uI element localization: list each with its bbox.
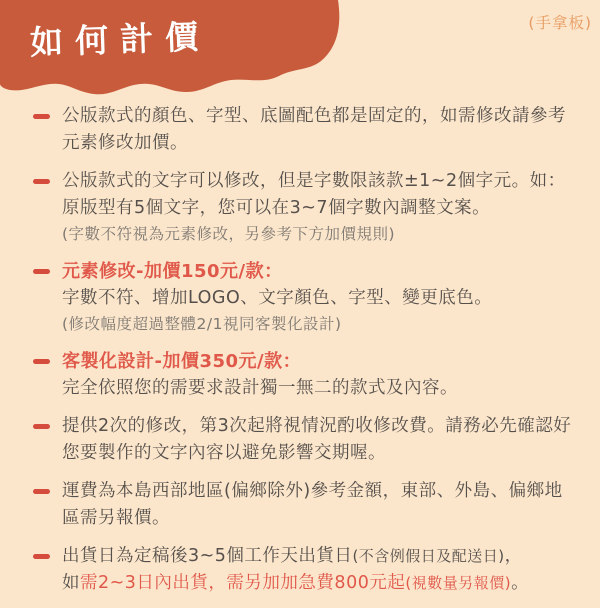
list-item-body	[62, 543, 578, 597]
rush-prefix: 如	[62, 573, 80, 593]
list-item-text: 字數不符、增加LOGO、文字顏色、字型、變更底色。	[62, 288, 493, 308]
page-title: 如何計價	[29, 16, 211, 63]
list-item-body	[62, 168, 578, 247]
bullet-dash-icon	[33, 554, 50, 559]
list-item-text: 公版款式的文字可以修改，但是字數限該款±1~2個字元。如：原版型有5個文字，您可以在3~7個字數內調整文案。	[62, 171, 566, 218]
corner-tag: (手拿板)	[528, 14, 592, 32]
list-item	[33, 478, 578, 532]
shipping-small-note: (不含例假日及配送日)	[352, 547, 505, 565]
price-heading: 客製化設計-加價350元/款：	[62, 351, 302, 372]
shipping-main-text: 出貨日為定稿後3~5個工作天出貨日	[62, 546, 353, 566]
bullet-dash-icon	[33, 269, 50, 274]
bullet-dash-icon	[33, 424, 50, 429]
list-item-text: 運費為本島西部地區(偏鄉除外)參考金額，東部、外島、偏鄉地區需另報價。	[62, 481, 563, 528]
list-item-body	[62, 348, 578, 402]
rush-fee-text: 需2~3日內出貨，需另加加急費800元起	[80, 573, 406, 593]
shipping-line2-tail: 。	[511, 573, 530, 593]
shipping-line-2	[62, 570, 578, 597]
bullet-dash-icon	[33, 359, 50, 364]
list-item-body	[62, 258, 578, 337]
list-item-note: (字數不符視為元素修改，另參考下方加價規則)	[62, 225, 396, 243]
shipping-line1-tail: ，	[504, 546, 523, 566]
pricing-info-list	[0, 103, 600, 608]
list-item-text: 公版款式的顏色、字型、底圖配色都是固定的，如需修改請參考元素修改加價。	[62, 106, 566, 153]
rush-fee-note: (視數量另報價)	[405, 574, 512, 592]
list-item	[33, 103, 578, 157]
bullet-dash-icon	[33, 179, 50, 184]
shipping-line-1	[62, 543, 578, 570]
bullet-dash-icon	[33, 114, 50, 119]
list-item	[33, 348, 578, 402]
list-item	[33, 258, 578, 337]
list-item	[33, 413, 578, 467]
bullet-dash-icon	[33, 489, 50, 494]
list-item	[33, 543, 578, 597]
list-item	[33, 168, 578, 247]
list-item-text: 完全依照您的需要求設計獨一無二的款式及內容。	[62, 378, 458, 398]
price-heading: 元素修改-加價150元/款：	[62, 261, 283, 282]
list-item-text: 提供2次的修改，第3次起將視情況酌收修改費。請務必先確認好您要製作的文字內容以避免影響交期喔。	[62, 416, 572, 463]
list-item-note: (修改幅度超過整體2/1視同客製化設計)	[62, 315, 342, 333]
